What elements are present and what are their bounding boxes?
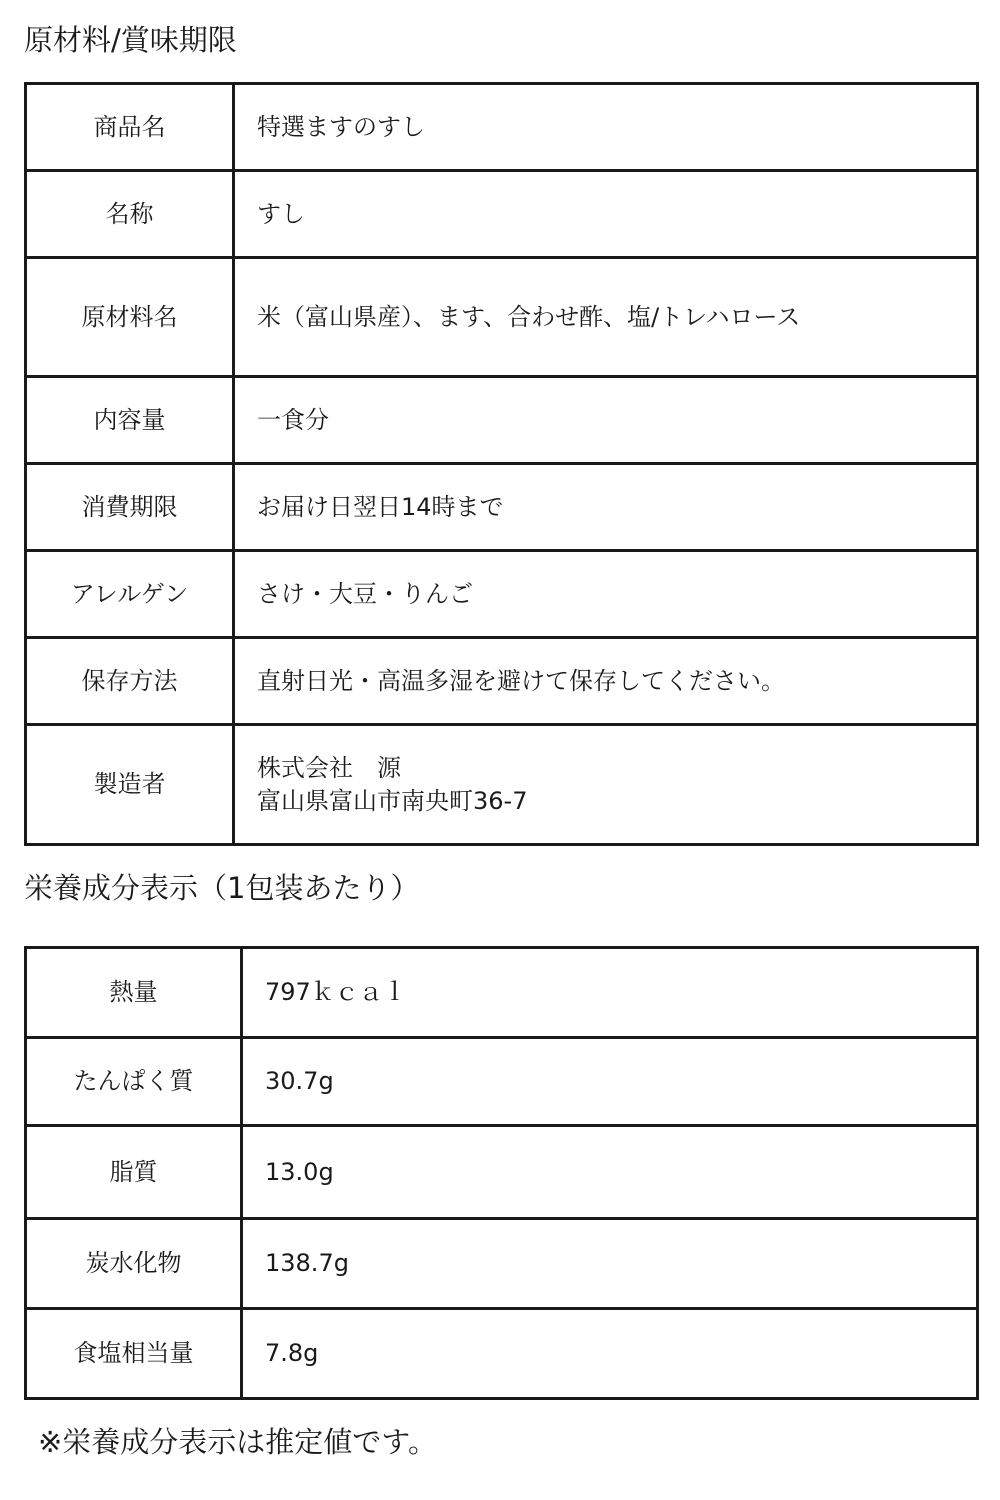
label-contents: 内容量 (26, 377, 234, 464)
value-storage: 直射日光・高温多湿を避けて保存してください。 (234, 638, 978, 725)
manufacturer-company: 株式会社 源 (257, 754, 401, 783)
label-allergen: アレルゲン (26, 551, 234, 638)
value-name: すし (234, 171, 978, 258)
label-carbohydrate: 炭水化物 (26, 1219, 242, 1309)
table-row (26, 377, 978, 464)
label-product-name: 商品名 (26, 84, 234, 171)
label-fat: 脂質 (26, 1126, 242, 1219)
value-expiry: お届け日翌日14時まで (234, 464, 978, 551)
table-row (26, 1309, 978, 1399)
table-row (26, 725, 978, 845)
value-salt: 7.8g (242, 1309, 978, 1399)
label-ingredients: 原材料名 (26, 258, 234, 377)
table-row (26, 171, 978, 258)
table-row (26, 948, 978, 1038)
table-row (26, 638, 978, 725)
product-info-heading: 原材料/賞味期限 (24, 23, 237, 57)
value-fat: 13.0g (242, 1126, 978, 1219)
label-protein: たんぱく質 (26, 1038, 242, 1126)
table-row (26, 258, 978, 377)
nutrition-table (24, 946, 979, 1400)
label-expiry: 消費期限 (26, 464, 234, 551)
label-storage: 保存方法 (26, 638, 234, 725)
table-row (26, 1126, 978, 1219)
table-row (26, 1038, 978, 1126)
value-ingredients: 米（富山県産）、ます、合わせ酢、塩/トレハロース (234, 258, 978, 377)
manufacturer-address: 富山県富山市南央町36-7 (257, 786, 528, 815)
value-carbohydrate: 138.7g (242, 1219, 978, 1309)
table-row (26, 464, 978, 551)
value-protein: 30.7g (242, 1038, 978, 1126)
label-energy: 熱量 (26, 948, 242, 1038)
label-manufacturer: 製造者 (26, 725, 234, 845)
value-product-name: 特選ますのすし (234, 84, 978, 171)
value-contents: 一食分 (234, 377, 978, 464)
nutrition-heading: 栄養成分表示（1包装あたり） (24, 871, 420, 905)
table-row (26, 551, 978, 638)
estimate-footnote: ※栄養成分表示は推定値です。 (38, 1425, 437, 1459)
label-salt: 食塩相当量 (26, 1309, 242, 1399)
label-name: 名称 (26, 171, 234, 258)
table-row (26, 84, 978, 171)
value-allergen: さけ・大豆・りんご (234, 551, 978, 638)
value-manufacturer (234, 725, 978, 845)
value-energy: 797ｋｃａｌ (242, 948, 978, 1038)
table-row (26, 1219, 978, 1309)
product-info-table (24, 82, 979, 846)
